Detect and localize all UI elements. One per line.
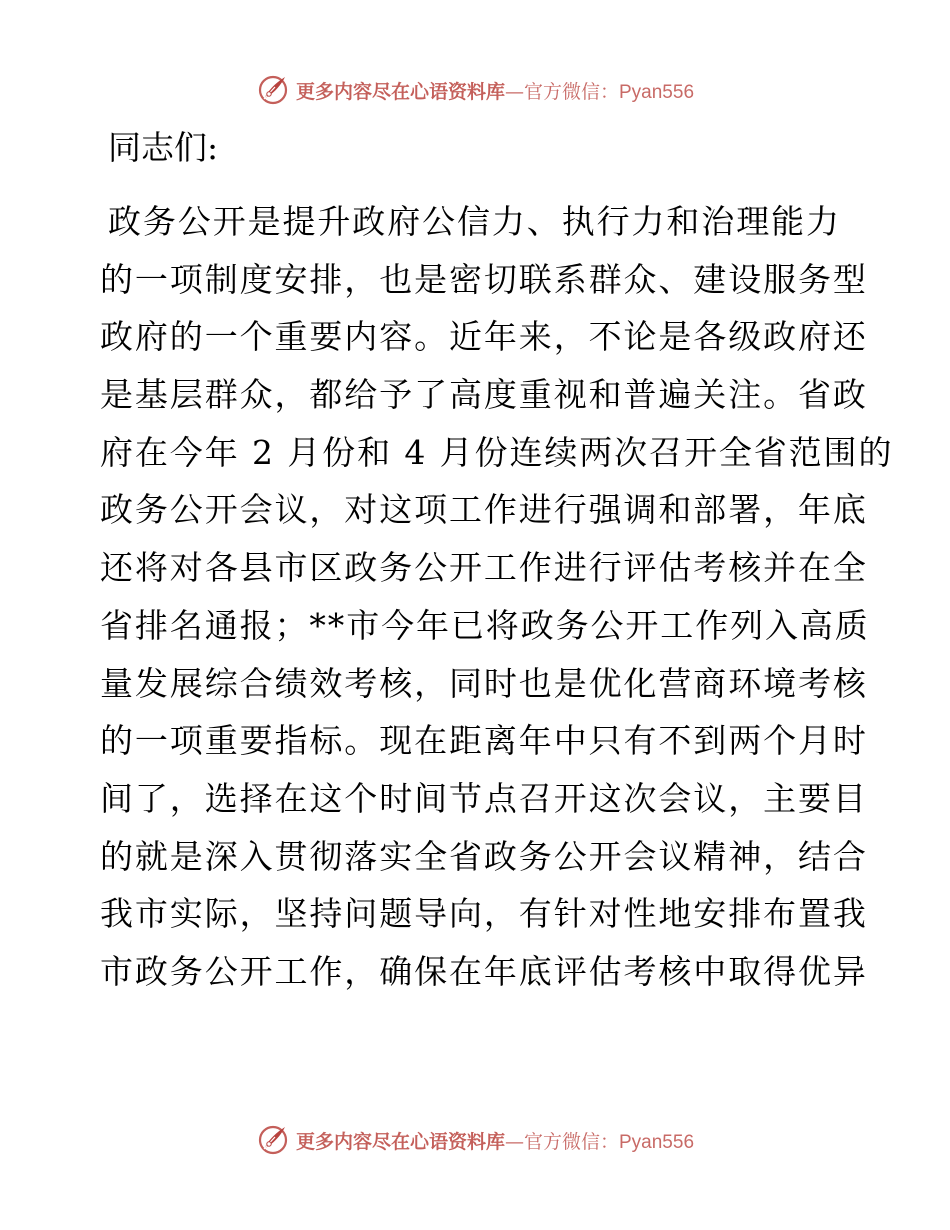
body-line: 府在今年 2 月份和 4 月份连续两次召开全省范围的 (100, 432, 894, 472)
watermark-separator: — (504, 80, 524, 103)
watermark-brand: 更多内容尽在心语资料库 (295, 80, 505, 103)
body-line: 是基层群众，都给予了高度重视和普遍关注。省政 (100, 375, 868, 415)
footer-watermark (0, 1120, 950, 1160)
watermark-text (296, 1127, 694, 1154)
body-line: 的一项重要指标。现在距离年中只有不到两个月时 (100, 721, 868, 761)
header-watermark (0, 70, 950, 110)
body-line: 我市实际，坚持问题导向，有针对性地安排布置我 (100, 894, 868, 934)
feather-pen-circle-icon (256, 73, 290, 107)
body-line: 的一项制度安排，也是密切联系群众、建设服务型 (100, 259, 868, 299)
body-line: 间了，选择在这个时间节点召开这次会议，主要目 (100, 778, 868, 818)
body-line: 量发展综合绩效考核，同时也是优化营商环境考核 (100, 663, 868, 703)
body-line: 省排名通报；**市今年已将政务公开工作列入高质 (100, 605, 870, 645)
feather-pen-circle-icon (256, 1123, 290, 1157)
watermark-wechat-label: 官方微信： (523, 1130, 619, 1153)
watermark-wechat-id: Pyan556 (619, 1131, 695, 1153)
body-line: 政府的一个重要内容。近年来，不论是各级政府还 (100, 317, 868, 357)
body-line: 还将对各县市区政务公开工作进行评估考核并在全 (100, 548, 868, 588)
watermark-text (296, 77, 694, 104)
body-line: 政务公开会议，对这项工作进行强调和部署，年底 (100, 490, 868, 530)
body-line: 市政务公开工作，确保在年底评估考核中取得优异 (100, 951, 868, 991)
watermark-wechat-id: Pyan556 (619, 81, 695, 103)
watermark-separator: — (504, 1130, 524, 1153)
body-line: 政务公开是提升政府公信力、执行力和治理能力 (108, 202, 841, 241)
watermark-wechat-label: 官方微信： (523, 80, 619, 103)
watermark-brand: 更多内容尽在心语资料库 (295, 1130, 505, 1153)
salutation: 同志们: (108, 128, 219, 167)
body-line: 的就是深入贯彻落实全省政务公开会议精神，结合 (100, 836, 868, 876)
document-body (100, 193, 894, 1001)
